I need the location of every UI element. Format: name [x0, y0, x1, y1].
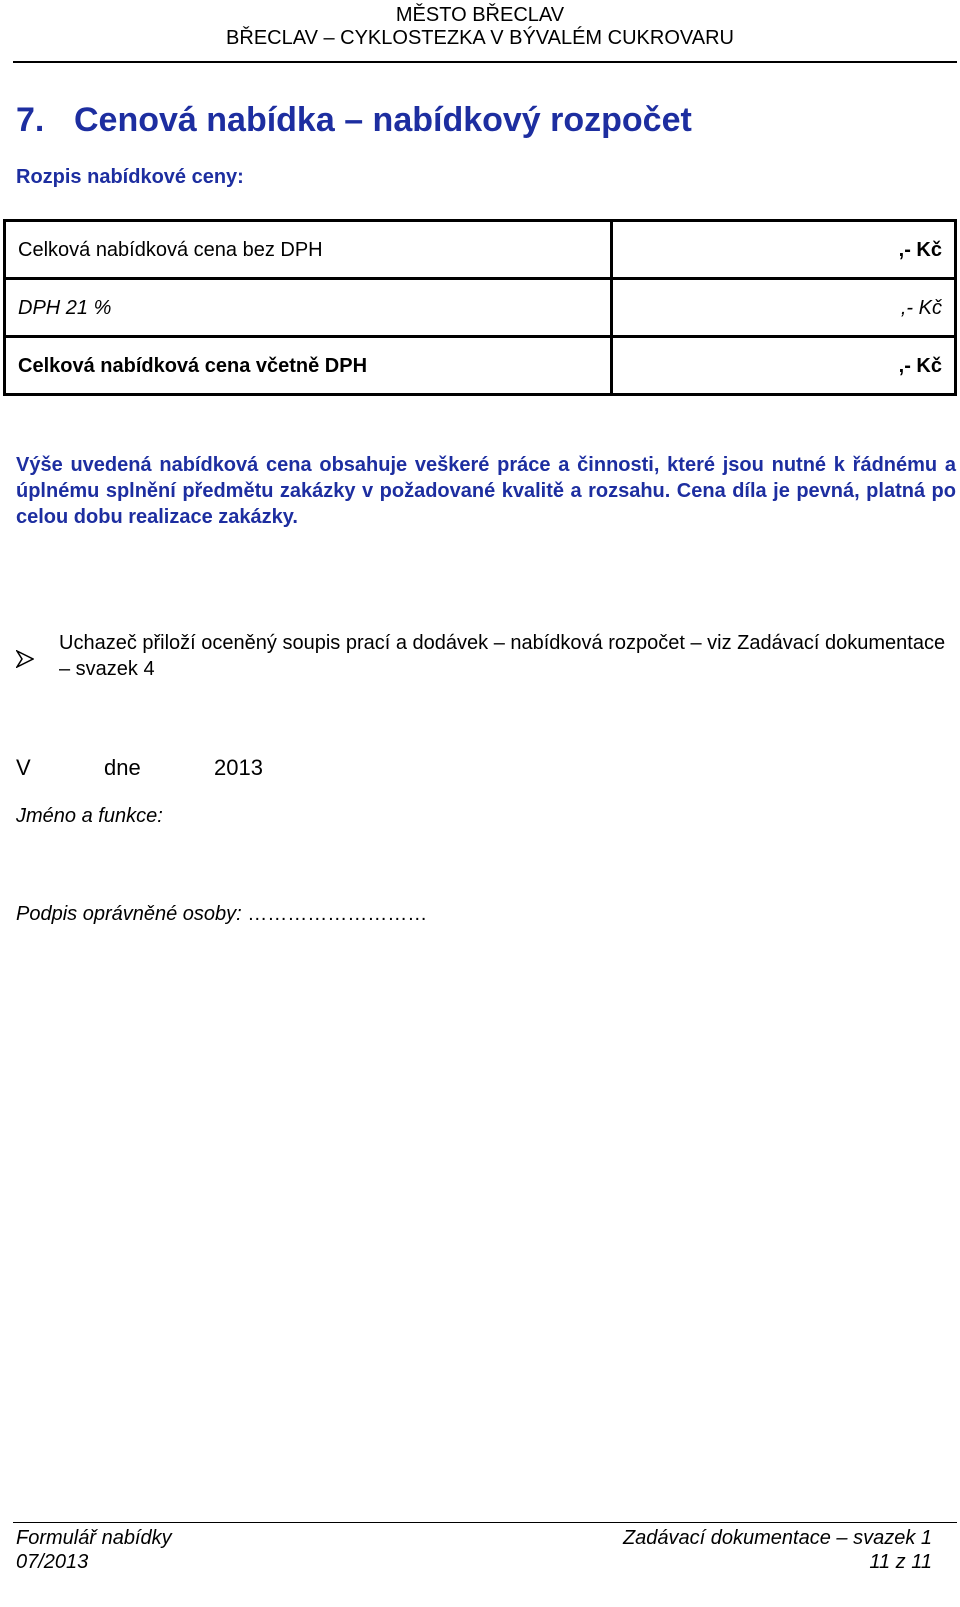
price-with-vat-label: Celková nabídková cena včetně DPH: [5, 337, 612, 395]
signature-line: [16, 902, 427, 926]
section-title: Cenová nabídka – nabídkový rozpočet: [74, 101, 692, 139]
header-divider: [13, 61, 957, 63]
arrowhead-bullet-icon: [16, 650, 34, 668]
header-project: BŘECLAV – CYKLOSTEZKA V BÝVALÉM CUKROVARU: [226, 27, 734, 49]
section-heading: [16, 100, 692, 140]
footer-doc-ref: Zadávací dokumentace – svazek 1: [622, 1527, 932, 1549]
signature-dots: ………………………: [247, 903, 428, 925]
price-without-vat-value: ,- Kč: [612, 221, 956, 279]
footer-date: 07/2013: [16, 1551, 89, 1573]
price-table: [3, 219, 957, 396]
section-number: 7.: [16, 101, 45, 139]
price-breakdown-heading: Rozpis nabídkové ceny:: [16, 166, 244, 188]
price-with-vat-value: ,- Kč: [612, 337, 956, 395]
footer-divider: [13, 1522, 957, 1523]
name-and-function-label: Jméno a funkce:: [16, 805, 163, 827]
attachment-instruction: Uchazeč přiloží oceněný soupis prací a dodávek – nabídková rozpočet – viz Zadávací dokumentace – svazek 4: [59, 632, 946, 680]
price-statement: Výše uvedená nabídková cena obsahuje veškeré práce a činnosti, které jsou nutné k řádnému a úplnému splnění předmětu zakázky v požadované kvalitě a rozsahu. Cena díla je pevná, platná po celou dobu realizace zakázky.: [16, 454, 956, 528]
year-value: 2013: [214, 755, 263, 780]
table-row: [5, 337, 956, 395]
vat-value: ,- Kč: [612, 279, 956, 337]
place-label: V: [16, 755, 31, 780]
table-row: [5, 279, 956, 337]
price-without-vat-label: Celková nabídková cena bez DPH: [5, 221, 612, 279]
date-label: dne: [104, 755, 141, 780]
header-city: MĚSTO BŘECLAV: [395, 4, 565, 26]
vat-label: DPH 21 %: [5, 279, 612, 337]
footer-page-number: 11 z 11: [869, 1551, 932, 1573]
signature-label: Podpis oprávněné osoby:: [16, 903, 242, 925]
footer-form-name: Formulář nabídky: [16, 1527, 172, 1549]
table-row: [5, 221, 956, 279]
